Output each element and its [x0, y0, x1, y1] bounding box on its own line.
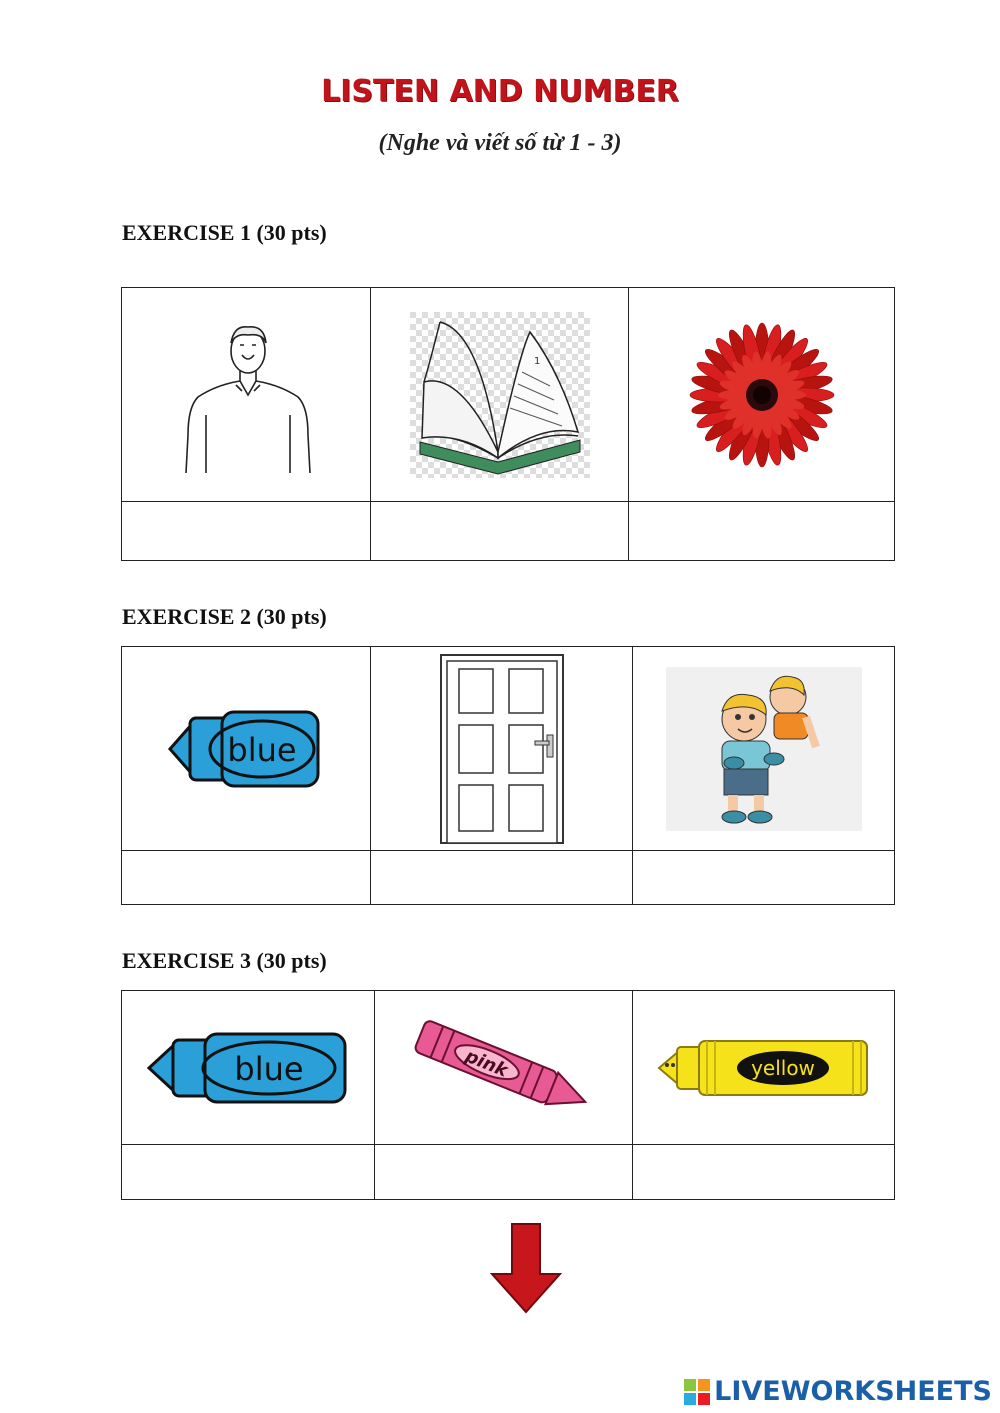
exercise-3-answer-cell[interactable] — [375, 1145, 633, 1200]
next-page-arrow-icon[interactable] — [490, 1222, 562, 1314]
exercise-1-answer-cell[interactable] — [629, 502, 895, 561]
door-icon — [439, 653, 565, 845]
blue-crayon-label: blue — [234, 1049, 304, 1088]
exercise-2-heading: EXERCISE 2 (30 pts) — [122, 604, 327, 629]
exercise-3-picture-cell — [375, 991, 633, 1145]
exercise-3-answer-cell[interactable] — [633, 1145, 895, 1200]
worksheet-subtitle: (Nghe và viết số từ 1 - 3) — [378, 130, 622, 156]
exercise-2-answer-cell[interactable] — [633, 851, 895, 905]
exercise-2-picture-cell — [371, 647, 633, 851]
exercise-3-picture-cell — [633, 991, 895, 1145]
exercise-1-heading: EXERCISE 1 (30 pts) — [122, 220, 327, 245]
exercise-1-answer-cell[interactable] — [122, 502, 371, 561]
exercise-2-table — [121, 646, 895, 905]
book-icon — [410, 312, 590, 478]
blue-crayon-icon — [166, 704, 326, 794]
exercise-3-picture-cell — [122, 991, 375, 1145]
exercise-1-table — [121, 287, 895, 561]
exercise-2-answer-cell[interactable] — [122, 851, 371, 905]
yellow-crayon-label: yellow — [750, 1055, 815, 1080]
exercise-3-table — [121, 990, 895, 1200]
man-icon — [176, 315, 316, 475]
footer-brand — [684, 1376, 992, 1407]
yellow-crayon-icon — [657, 1037, 871, 1099]
exercise-2-answer-cell[interactable] — [371, 851, 633, 905]
exercise-2-picture-cell — [122, 647, 371, 851]
exercise-1-answer-cell[interactable] — [371, 502, 629, 561]
worksheet-title: LISTEN AND NUMBER — [321, 74, 679, 109]
exercise-1-picture-cell — [371, 288, 629, 502]
exercise-1-picture-cell — [122, 288, 371, 502]
exercise-3-answer-cell[interactable] — [122, 1145, 375, 1200]
svg-text:1: 1 — [533, 355, 540, 367]
exercise-3-heading: EXERCISE 3 (30 pts) — [122, 948, 327, 973]
boys-icon — [666, 667, 862, 831]
exercise-1-picture-cell — [629, 288, 895, 502]
blue-crayon-icon — [145, 1030, 351, 1106]
flower-icon — [687, 320, 837, 470]
pink-crayon-label: pink — [461, 1045, 511, 1082]
liveworksheets-logo-icon — [684, 1379, 710, 1405]
blue-crayon-label: blue — [227, 730, 297, 769]
pink-crayon-icon — [408, 1018, 600, 1118]
exercise-2-picture-cell — [633, 647, 895, 851]
footer-brand-text: LIVEWORKSHEETS — [714, 1376, 992, 1407]
